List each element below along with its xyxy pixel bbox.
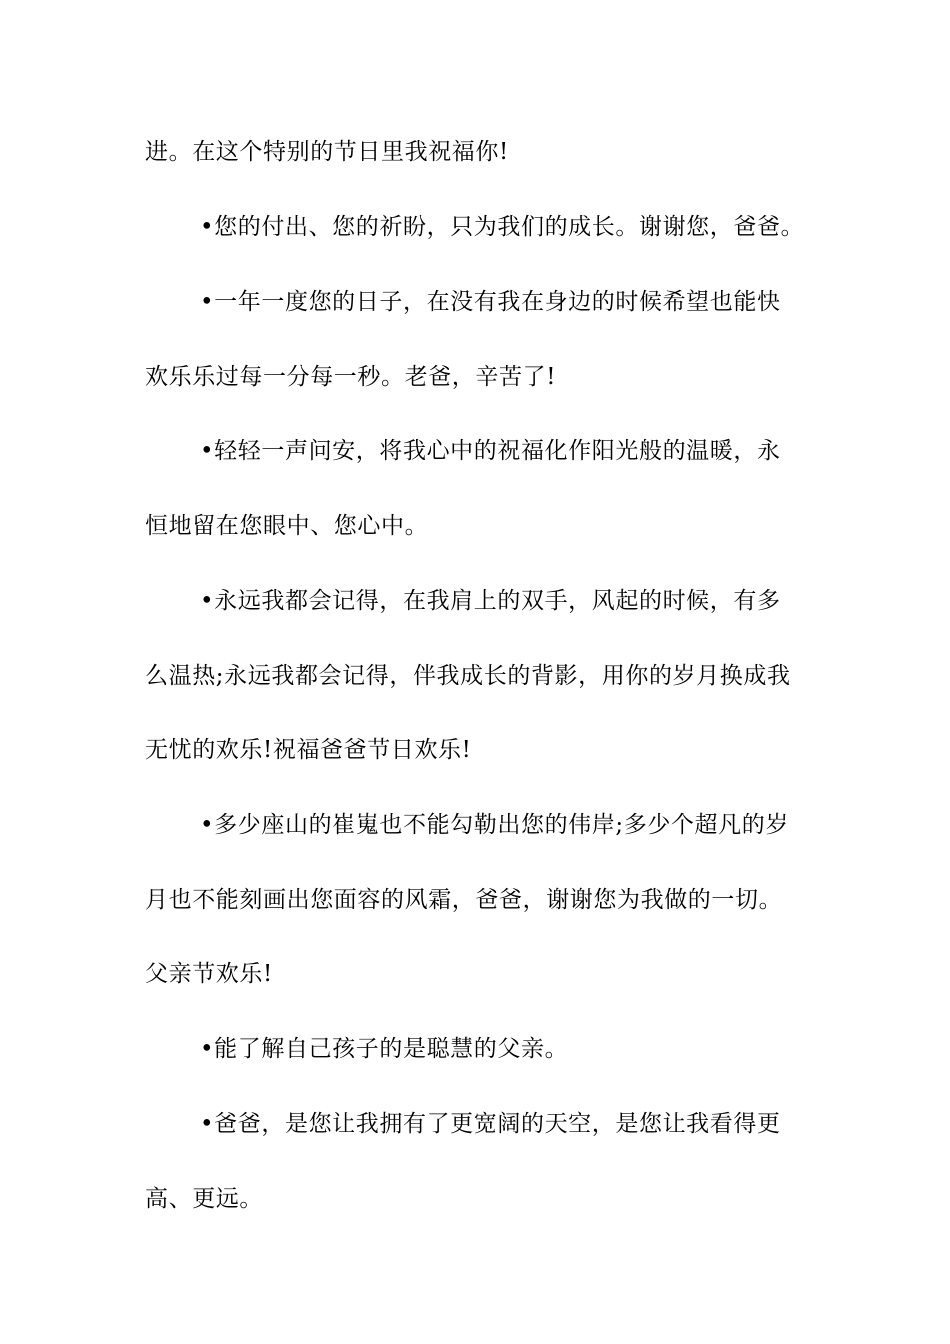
text-line: 欢乐乐过每一分每一秒。老爸，辛苦了! [145, 364, 557, 390]
text-line: 月也不能刻画出您面容的风霜，爸爸，谢谢您为我做的一切。 [145, 887, 783, 913]
bullet-item: •爸爸，是您让我拥有了更宽阔的天空，是您让我看得更 [200, 1111, 781, 1137]
text-line: 恒地留在您眼中、您心中。 [145, 513, 429, 539]
text-line: 无忧的欢乐!祝福爸爸节日欢乐! [145, 737, 472, 763]
bullet-item: •永远我都会记得，在我肩上的双手，风起的时候，有多 [200, 588, 781, 614]
text-line: 父亲节欢乐! [145, 961, 273, 987]
text-line: 进。在这个特别的节日里我祝福你! [145, 139, 509, 165]
bullet-item: •能了解自己孩子的是聪慧的父亲。 [200, 1036, 569, 1062]
bullet-item: •多少座山的崔嵬也不能勾勒出您的伟岸;多少个超凡的岁 [200, 812, 789, 838]
bullet-item: •轻轻一声问安，将我心中的祝福化作阳光般的温暖，永 [200, 438, 781, 464]
bullet-item: •您的付出、您的祈盼，只为我们的成长。谢谢您，爸爸。 [200, 214, 805, 240]
text-line: 高、更远。 [145, 1186, 263, 1212]
text-line: 么温热;永远我都会记得，伴我成长的背影，用你的岁月换成我 [145, 663, 791, 689]
bullet-item: •一年一度您的日子，在没有我在身边的时候希望也能快 [200, 289, 781, 315]
